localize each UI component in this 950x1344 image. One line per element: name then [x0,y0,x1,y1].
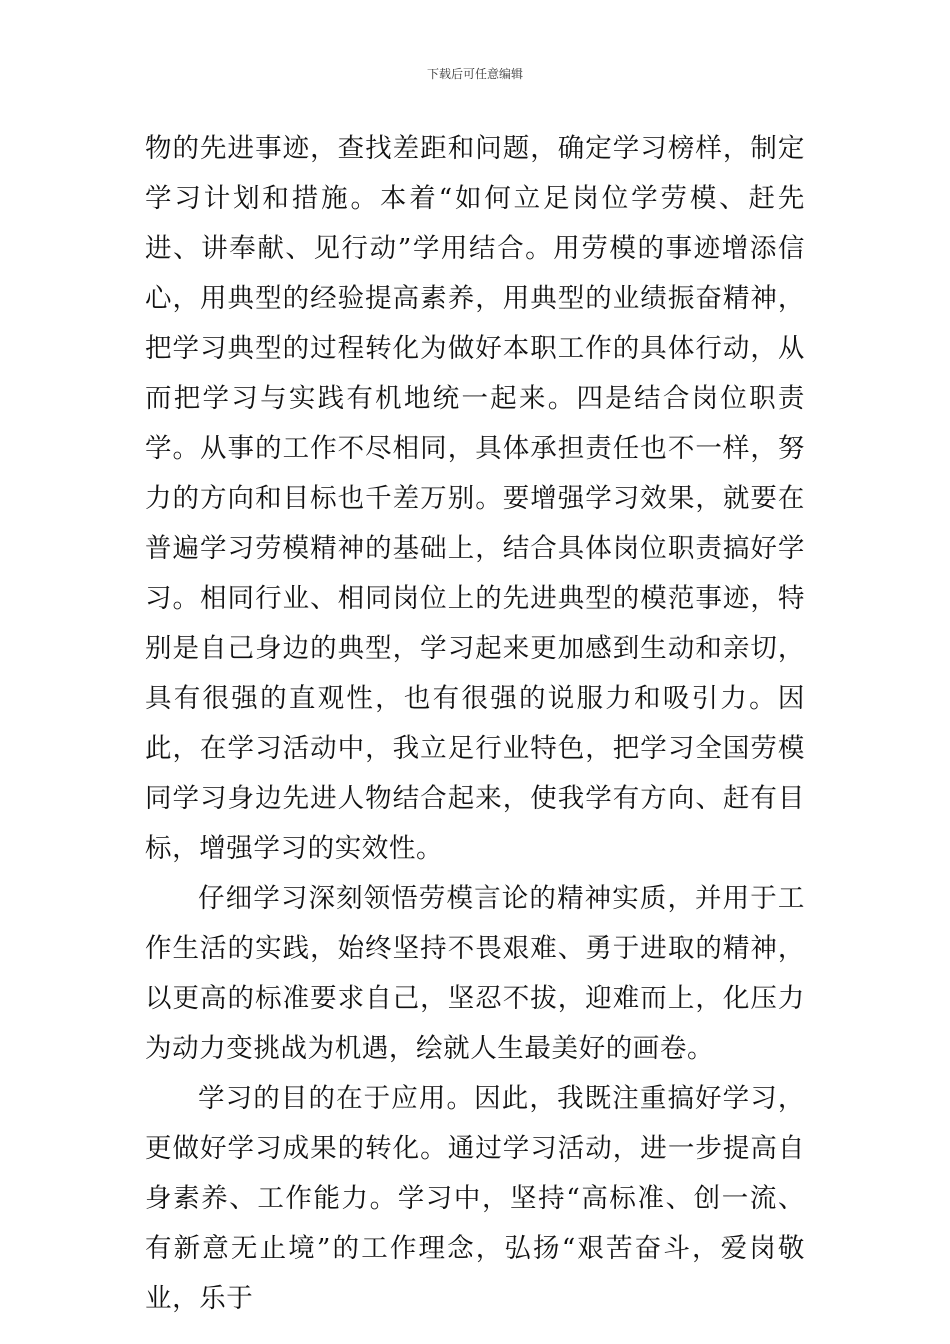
page-header: 下载后可任意编辑 [426,67,523,81]
paragraph-1: 物的先进事迹，查找差距和问题，确定学习榜样，制定学习计划和措施。本着“如何立足岗位学劳模、赶先进、讲奉献、见行动”学用结合。用劳模的事迹增添信心，用典型的经验提高素养，用典型的业绩振奋精神，把学习典型的过程转化为做好本职工作的具体行动，从而把学习与实践有机地统一起来。四是结合岗位职责学。从事的工作不尽相同，具体承担责任也不一样，努力的方向和目标也千差万别。要增强学习效果，就要在普遍学习劳模精神的基础上，结合具体岗位职责搞好学习。相同行业、相同岗位上的先进典型的模范事迹，特别是自己身边的典型，学习起来更加感到生动和亲切，具有很强的直观性，也有很强的说服力和吸引力。因此，在学习活动中，我立足行业特色，把学习全国劳模同学习身边先进人物结合起来，使我学有方向、赶有目标，增强学习的实效性。 [145,133,805,864]
document-body [145,124,805,1324]
paragraph-3: 学习的目的在于应用。因此，我既注重搞好学习，更做好学习成果的转化。通过学习活动，进一步提高自身素养、工作能力。学习中，坚持“高标准、创一流、有新意无止境”的工作理念，弘扬“艰苦奋斗，爱岗敬业，乐于 [145,1083,805,1314]
paragraph-2: 仔细学习深刻领悟劳模言论的精神实质，并用于工作生活的实践，始终坚持不畏艰难、勇于进取的精神，以更高的标准要求自己，坚忍不拔，迎难而上，化压力为动力变挑战为机遇，绘就人生最美好的画卷。 [145,883,805,1064]
